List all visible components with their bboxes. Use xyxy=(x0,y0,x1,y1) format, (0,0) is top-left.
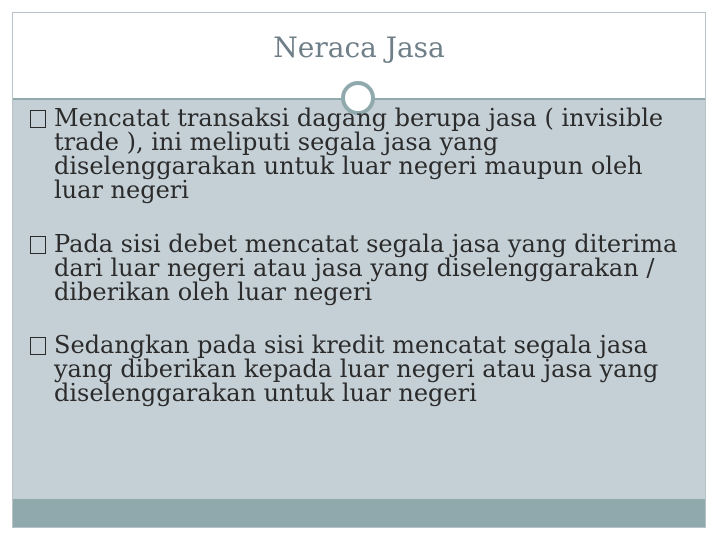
footer-bar xyxy=(13,499,705,527)
bullet-marker-icon xyxy=(30,110,46,128)
bullet-text: Pada sisi debet mencatat segala jasa yang diterima dari luar negeri atau jasa yang diselenggarakan / diberikan oleh luar negeri xyxy=(54,230,678,306)
bullet-item xyxy=(30,106,690,202)
bullet-list xyxy=(30,106,690,435)
bullet-item xyxy=(30,232,690,304)
bullet-item xyxy=(30,333,690,405)
bullet-marker-icon xyxy=(30,337,46,355)
bullet-text: Mencatat transaksi dagang berupa jasa ( invisible trade ), ini meliputi segala jasa yang diselenggarakan untuk luar negeri maupun oleh luar negeri xyxy=(54,104,664,204)
slide-title: Neraca Jasa xyxy=(273,31,445,64)
bullet-text: Sedangkan pada sisi kredit mencatat segala jasa yang diberikan kepada luar negeri atau jasa yang diselenggarakan untuk luar negeri xyxy=(54,331,659,407)
bullet-marker-icon xyxy=(30,236,46,254)
